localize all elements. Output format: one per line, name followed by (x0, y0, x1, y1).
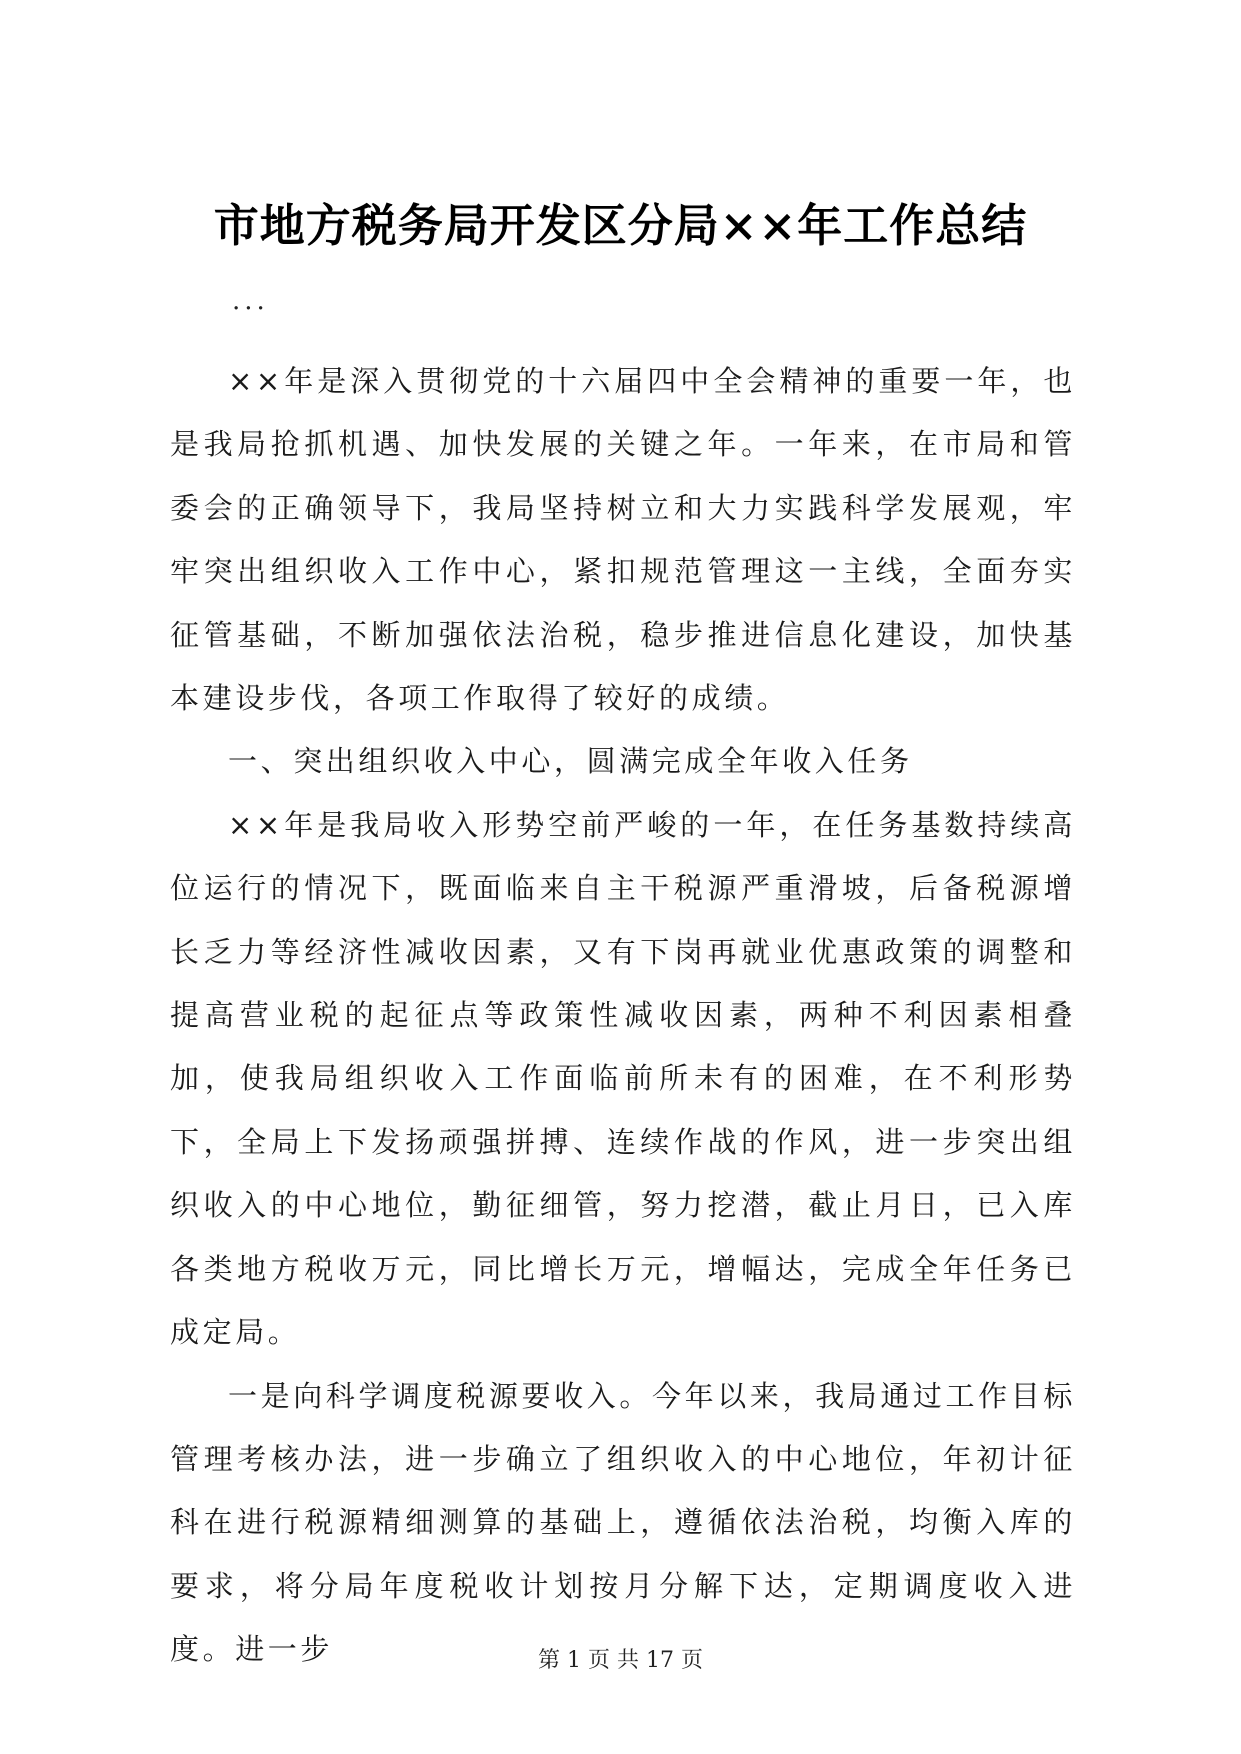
page-number-footer: 第 1 页 共 17 页 (538, 1648, 703, 1673)
paragraph-revenue: ××年是我局收入形势空前严峻的一年，在任务基数持续高位运行的情况下，既面临来自主干税源严重滑坡，后备税源增长乏力等经济性减收因素，又有下岗再就业优惠政策的调整和提高营业税的起征点等政策性减收因素，两种不利因素相叠加，使我局组织收入工作面临前所未有的困难，在不利形势下，全局上下发扬顽强拼搏、连续作战的作风，进一步突出组织收入的中心地位，勤征细管，努力挖潜，截止月日，已入库各类地方税收万元，同比增长万元，增幅达，完成全年任务已成定局。 (170, 807, 1076, 1350)
document-body (170, 350, 1076, 1682)
section-heading: 一、突出组织收入中心，圆满完成全年收入任务 (228, 744, 913, 779)
document-title: 市地方税务局开发区分局××年工作总结 (213, 199, 1028, 252)
ellipsis-text: ... (232, 286, 269, 316)
paragraph-intro: ××年是深入贯彻党的十六届四中全会精神的重要一年，也是我局抢抓机遇、加快发展的关键之年。一年来，在市局和管委会的正确领导下，我局坚持树立和大力实践科学发展观，牢牢突出组织收入工作中心，紧扣规范管理这一主线，全面夯实征管基础，不断加强依法治税，稳步推进信息化建设，加快基本建设步伐，各项工作取得了较好的成绩。 (170, 364, 1076, 716)
paragraph-tax-scheduling: 一是向科学调度税源要收入。今年以来，我局通过工作目标管理考核办法，进一步确立了组织收入的中心地位，年初计征科在进行税源精细测算的基础上，遵循依法治税，均衡入库的要求，将分局年度税收计划按月分解下达，定期调度收入进度。进一步 (170, 1378, 1076, 1667)
